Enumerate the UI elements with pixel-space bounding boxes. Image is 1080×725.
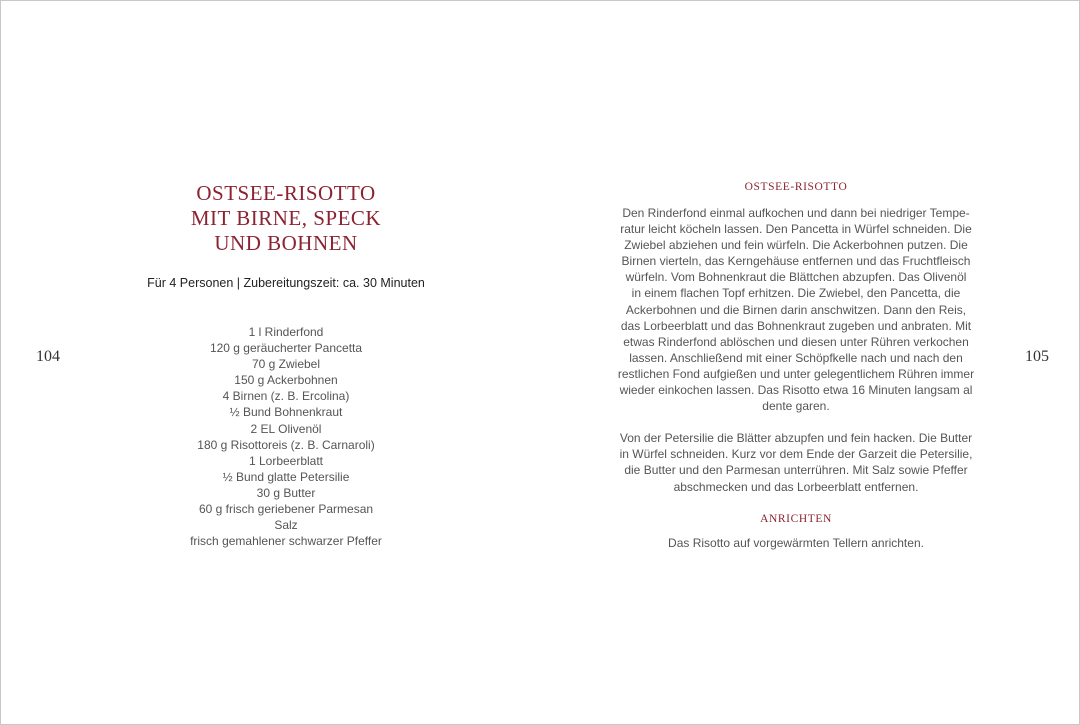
- ingredient-item: Salz: [274, 518, 298, 533]
- text-line: ratur leicht köcheln lassen. Den Pancetta in Würfel schneiden. Die: [620, 222, 972, 237]
- ingredient-item: 180 g Risottoreis (z. B. Carnaroli): [197, 437, 375, 452]
- ingredient-item: 1 Lorbeerblatt: [248, 453, 324, 468]
- text-line: Von der Petersilie die Blätter abzupfen und fein hacken. Die Butter: [619, 431, 973, 446]
- section-heading-preparation: OSTSEE-RISOTTO: [744, 181, 848, 193]
- text-line: restlichen Fond aufgießen und unter gelegentlichem Rühren immer: [617, 366, 975, 381]
- text-line: lassen. Anschließend mit einer Schöpfkelle nach und nach den: [629, 350, 963, 365]
- preparation-paragraph-2: [613, 430, 979, 494]
- text-line: in einem flachen Topf erhitzen. Die Zwiebel, den Pancetta, die: [631, 286, 961, 301]
- recipe-title-line: OSTSEE-RISOTTO: [196, 181, 376, 205]
- recipe-title-line: UND BOHNEN: [214, 231, 358, 255]
- ingredient-item: 4 Birnen (z. B. Ercolina): [222, 389, 350, 404]
- ingredient-item: 120 g geräucherter Pancetta: [209, 341, 363, 356]
- ingredient-item: 70 g Zwiebel: [251, 357, 321, 372]
- serving-paragraph: Das Risotto auf vorgewärmten Tellern anrichten.: [668, 535, 924, 550]
- ingredient-item: 150 g Ackerbohnen: [234, 373, 338, 388]
- recipe-meta: Für 4 Personen | Zubereitungszeit: ca. 30 Minuten: [147, 276, 425, 290]
- right-page: [613, 179, 979, 567]
- ingredient-item: 2 EL Olivenöl: [250, 421, 322, 436]
- ingredient-item: frisch gemahlener schwarzer Pfeffer: [190, 534, 382, 549]
- text-line: abschmecken und das Lorbeerblatt entfernen.: [673, 479, 919, 494]
- text-line: in Würfel schneiden. Kurz vor dem Ende der Garzeit die Petersilie,: [619, 447, 973, 462]
- text-line: Birnen vierteln, das Kerngehäuse entfernen und das Fruchtfleisch: [621, 254, 971, 269]
- text-line: dente garen.: [762, 399, 830, 414]
- text-line: Ackerbohnen und die Birnen darin anschwitzen. Dann den Reis,: [625, 302, 967, 317]
- recipe-title: [131, 181, 441, 256]
- left-page: [131, 181, 441, 549]
- ingredient-item: 30 g Butter: [256, 485, 316, 500]
- text-line: etwas Rinderfond ablöschen und diesen unter Rühren verkochen: [623, 334, 969, 349]
- page-number-right: 105: [1025, 348, 1049, 365]
- ingredient-item: ½ Bund Bohnenkraut: [229, 405, 343, 420]
- text-line: wieder einkochen lassen. Das Risotto etwa 16 Minuten langsam al: [619, 383, 973, 398]
- page-number-left: 104: [36, 348, 60, 365]
- ingredient-item: ½ Bund glatte Petersilie: [222, 469, 350, 484]
- ingredient-list: [131, 324, 441, 549]
- text-line: das Lorbeerblatt und das Bohnenkraut zugeben und anbraten. Mit: [620, 318, 972, 333]
- text-line: würfeln. Vom Bohnenkraut die Blättchen abzupfen. Das Olivenöl: [625, 270, 967, 285]
- recipe-title-line: MIT BIRNE, SPECK: [190, 206, 382, 230]
- text-line: Den Rinderfond einmal aufkochen und dann bei niedriger Tempe-: [622, 206, 970, 220]
- preparation-paragraph-1: [613, 205, 979, 414]
- text-line: Zwiebel abziehen und fein würfeln. Die Ackerbohnen putzen. Die: [624, 238, 968, 253]
- text-line: die Butter und den Parmesan unterrühren. Mit Salz sowie Pfeffer: [624, 463, 968, 478]
- section-heading-serving: ANRICHTEN: [760, 512, 832, 525]
- ingredient-item: 1 l Rinderfond: [248, 325, 324, 339]
- ingredient-item: 60 g frisch geriebener Parmesan: [198, 502, 374, 517]
